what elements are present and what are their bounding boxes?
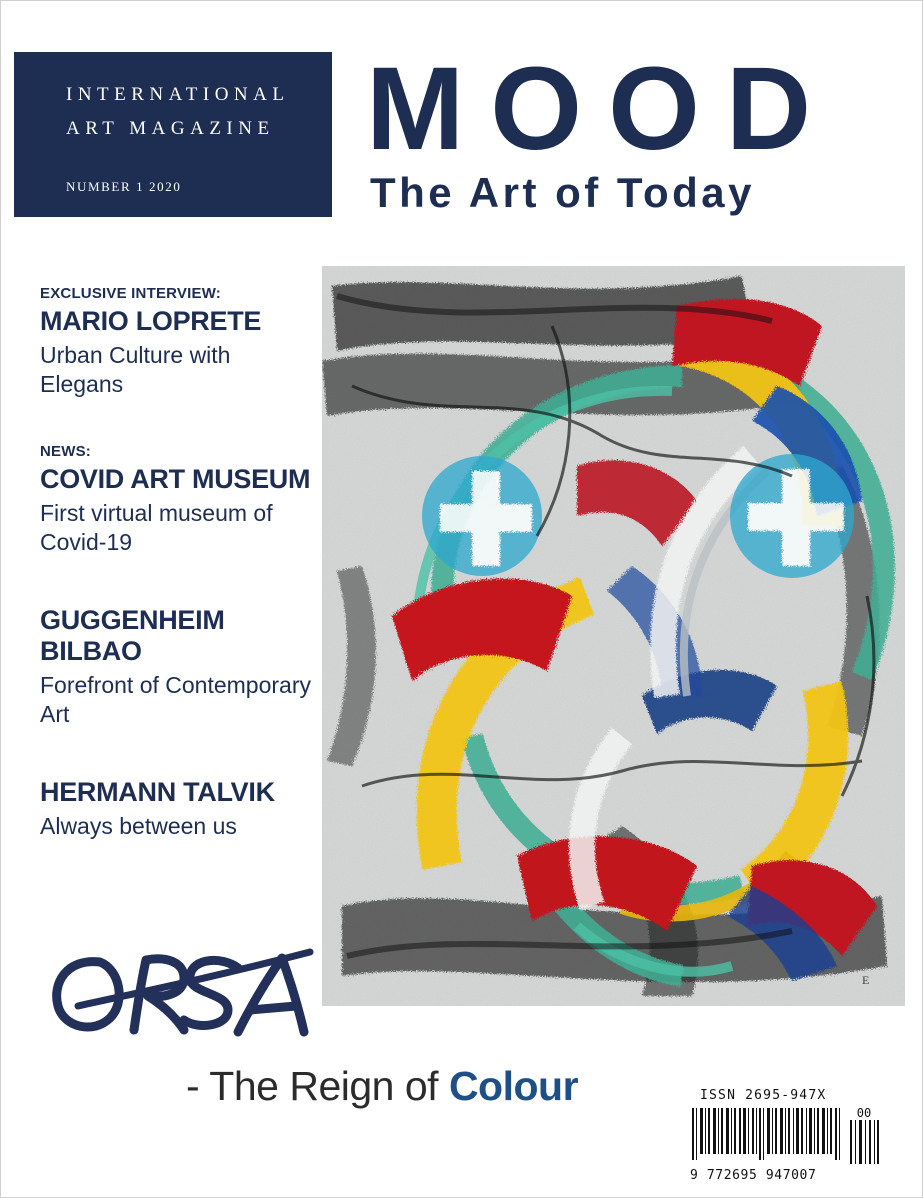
story-kicker: NEWS: [40, 443, 91, 460]
tagline-prefix: - The Reign of [186, 1063, 449, 1109]
story-deck: Always between us [40, 813, 237, 839]
masthead-brand-box [14, 52, 332, 217]
story-deck: Forefront of Contemporary Art [40, 672, 312, 727]
ean-number: 9 772695 947007 [690, 1168, 817, 1183]
story-kicker: EXCLUSIVE INTERVIEW: [40, 285, 221, 302]
cover-artwork [322, 266, 905, 1006]
story-headline: GUGGENHEIM BILBAO [40, 605, 225, 666]
magazine-subtitle: The Art of Today [370, 169, 755, 216]
cover-story-list [40, 285, 315, 869]
cover-tagline [186, 1063, 578, 1110]
masthead [14, 43, 909, 217]
cover-story[interactable] [40, 285, 315, 399]
issn-label: ISSN 2695-947X [700, 1088, 827, 1103]
cover-story[interactable] [40, 605, 315, 729]
barcode-block [690, 1088, 890, 1183]
ean-barcode [690, 1106, 842, 1183]
magazine-title: MOOD [366, 43, 838, 175]
story-deck: First virtual museum of Covid-19 [40, 500, 273, 555]
brand-line-2: ART MAGAZINE [66, 118, 275, 139]
artist-signature [42, 940, 342, 1050]
story-headline: MARIO LOPRETE [40, 306, 262, 336]
brand-line-1: INTERNATIONAL [66, 84, 290, 105]
barcode-addon [848, 1106, 880, 1169]
cover-story[interactable] [40, 443, 315, 557]
cover-story[interactable] [40, 777, 315, 841]
story-headline: COVID ART MUSEUM [40, 464, 311, 494]
story-deck: Urban Culture with Elegans [40, 342, 231, 397]
addon-number: 00 [856, 1106, 872, 1120]
story-headline: HERMANN TALVIK [40, 777, 275, 807]
tagline-accent: Colour [448, 1063, 579, 1109]
issue-number: NUMBER 1 2020 [66, 179, 182, 194]
svg-text:E: E [862, 973, 870, 987]
